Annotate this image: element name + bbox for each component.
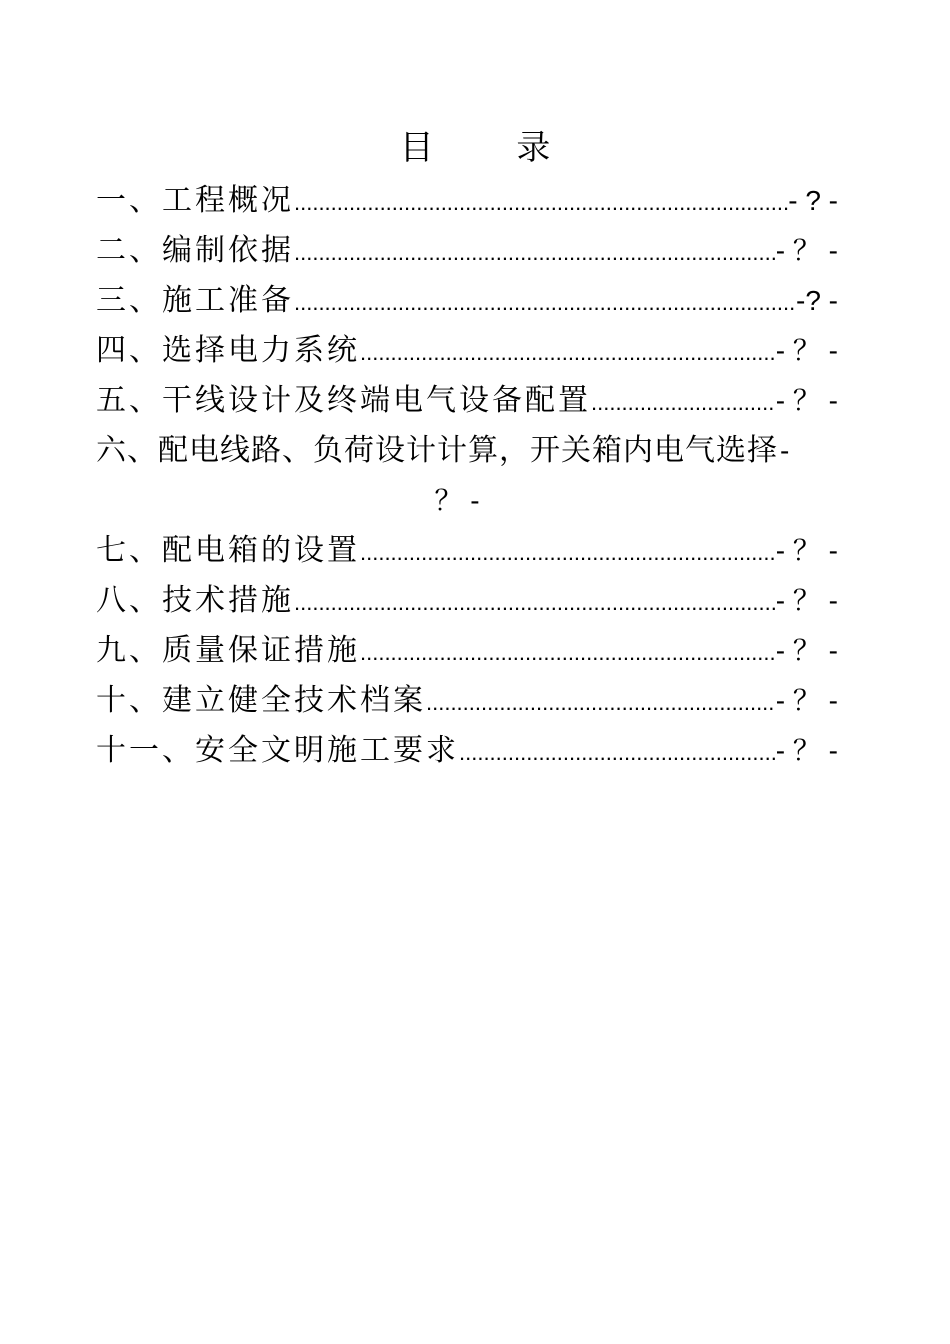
toc-entry-label: 八、技术措施 (96, 583, 294, 618)
toc-dot-leader (294, 278, 796, 328)
toc-entry-label: 十、建立健全技术档案 (96, 683, 426, 718)
toc-entry-label: 四、选择电力系统 (96, 333, 360, 368)
toc-entry[interactable] (96, 726, 838, 776)
toc-entry[interactable] (96, 326, 838, 376)
toc-entry-label: 六、配电线路、负荷设计计算，开关箱内电气选择 (96, 433, 778, 468)
toc-page-number: - ？ - (775, 235, 838, 266)
toc-entry-label: 二、编制依据 (96, 233, 294, 268)
toc-page-number: - ？ - (775, 385, 838, 416)
toc-dot-leader (294, 228, 776, 278)
toc-page-number: - ？ - (775, 735, 838, 766)
toc-entry[interactable] (96, 226, 838, 276)
toc-dot-leader (426, 678, 776, 728)
toc-entry[interactable] (96, 526, 838, 576)
toc-dot-leader (591, 378, 776, 428)
toc-dot-leader (360, 328, 776, 378)
toc-entry[interactable] (96, 676, 838, 726)
toc-entry-label: 一、工程概况 (96, 183, 294, 218)
toc-entry-label: 十一、安全文明施工要求 (96, 733, 459, 768)
toc-page-number: -? - (796, 285, 838, 316)
toc-page-number: - ？ - (775, 585, 838, 616)
toc-dot-leader (360, 628, 776, 678)
toc-page-number: - ？ - (775, 635, 838, 666)
toc-dot-leader (294, 178, 788, 228)
toc-entry[interactable] (96, 426, 838, 526)
toc-dot-leader (360, 528, 776, 578)
toc-page-number: - ？ - (775, 335, 838, 366)
toc-dot-leader (459, 728, 776, 778)
toc-entry[interactable] (96, 376, 838, 426)
toc-page-number: - ？ - (775, 685, 838, 716)
toc-page-dash: - (780, 435, 790, 466)
toc-entry-line (96, 426, 838, 476)
toc-entry-label: 九、质量保证措施 (96, 633, 360, 668)
toc-page-number: ？ - (434, 485, 480, 516)
toc-entry[interactable] (96, 176, 838, 226)
toc-entry-label: 三、施工准备 (96, 283, 294, 318)
toc-entry[interactable] (96, 276, 838, 326)
toc-entry[interactable] (96, 576, 838, 626)
toc-list (96, 176, 838, 776)
toc-entry[interactable] (96, 626, 838, 676)
toc-page-number: - ？ - (775, 535, 838, 566)
toc-entry-label: 五、干线设计及终端电气设备配置 (96, 383, 591, 418)
toc-title: 目 录 (399, 128, 587, 168)
toc-page-number: - ? - (788, 185, 838, 216)
toc-dot-leader (294, 578, 776, 628)
toc-entry-label: 七、配电箱的设置 (96, 533, 360, 568)
